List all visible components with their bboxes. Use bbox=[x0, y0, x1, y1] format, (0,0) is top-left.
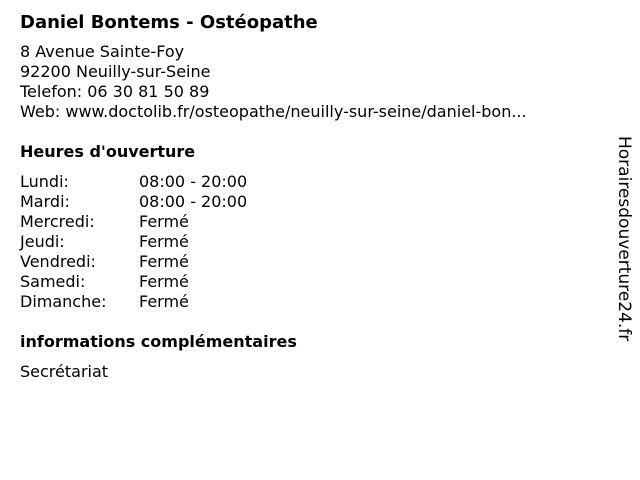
day-label: Dimanche: bbox=[20, 292, 107, 311]
side-brand-text: Horairesdouverture24.fr bbox=[614, 136, 634, 342]
street-address: 8 Avenue Sainte-Foy bbox=[20, 42, 185, 61]
time-value: Fermé bbox=[139, 292, 189, 311]
day-label: Mercredi: bbox=[20, 212, 95, 231]
additional-info-text: Secrétariat bbox=[20, 362, 109, 381]
hours-list bbox=[20, 172, 600, 312]
time-value: Fermé bbox=[139, 252, 189, 271]
address-block bbox=[20, 42, 600, 122]
hours-row-monday bbox=[20, 172, 600, 192]
day-label: Mardi: bbox=[20, 192, 70, 211]
time-value: Fermé bbox=[139, 272, 189, 291]
hours-heading: Heures d'ouverture bbox=[20, 142, 196, 161]
time-value: 08:00 - 20:00 bbox=[139, 192, 248, 211]
additional-info-heading: informations complémentaires bbox=[20, 332, 297, 351]
hours-row-friday bbox=[20, 252, 600, 272]
business-info-card bbox=[20, 10, 600, 382]
day-label: Lundi: bbox=[20, 172, 69, 191]
day-label: Jeudi: bbox=[20, 232, 65, 251]
day-label: Samedi: bbox=[20, 272, 86, 291]
time-value: 08:00 - 20:00 bbox=[139, 172, 248, 191]
time-value: Fermé bbox=[139, 232, 189, 251]
day-label: Vendredi: bbox=[20, 252, 96, 271]
hours-row-thursday bbox=[20, 232, 600, 252]
time-value: Fermé bbox=[139, 212, 189, 231]
business-title: Daniel Bontems - Ostéopathe bbox=[20, 12, 318, 33]
side-brand-watermark bbox=[612, 136, 638, 346]
hours-row-sunday bbox=[20, 292, 600, 312]
hours-row-wednesday bbox=[20, 212, 600, 232]
website-link[interactable]: Web: www.doctolib.fr/osteopathe/neuilly-sur-seine/daniel-bon... bbox=[20, 102, 527, 121]
hours-row-tuesday bbox=[20, 192, 600, 212]
city-address: 92200 Neuilly-sur-Seine bbox=[20, 62, 211, 81]
phone-number: Telefon: 06 30 81 50 89 bbox=[20, 82, 210, 101]
hours-row-saturday bbox=[20, 272, 600, 292]
